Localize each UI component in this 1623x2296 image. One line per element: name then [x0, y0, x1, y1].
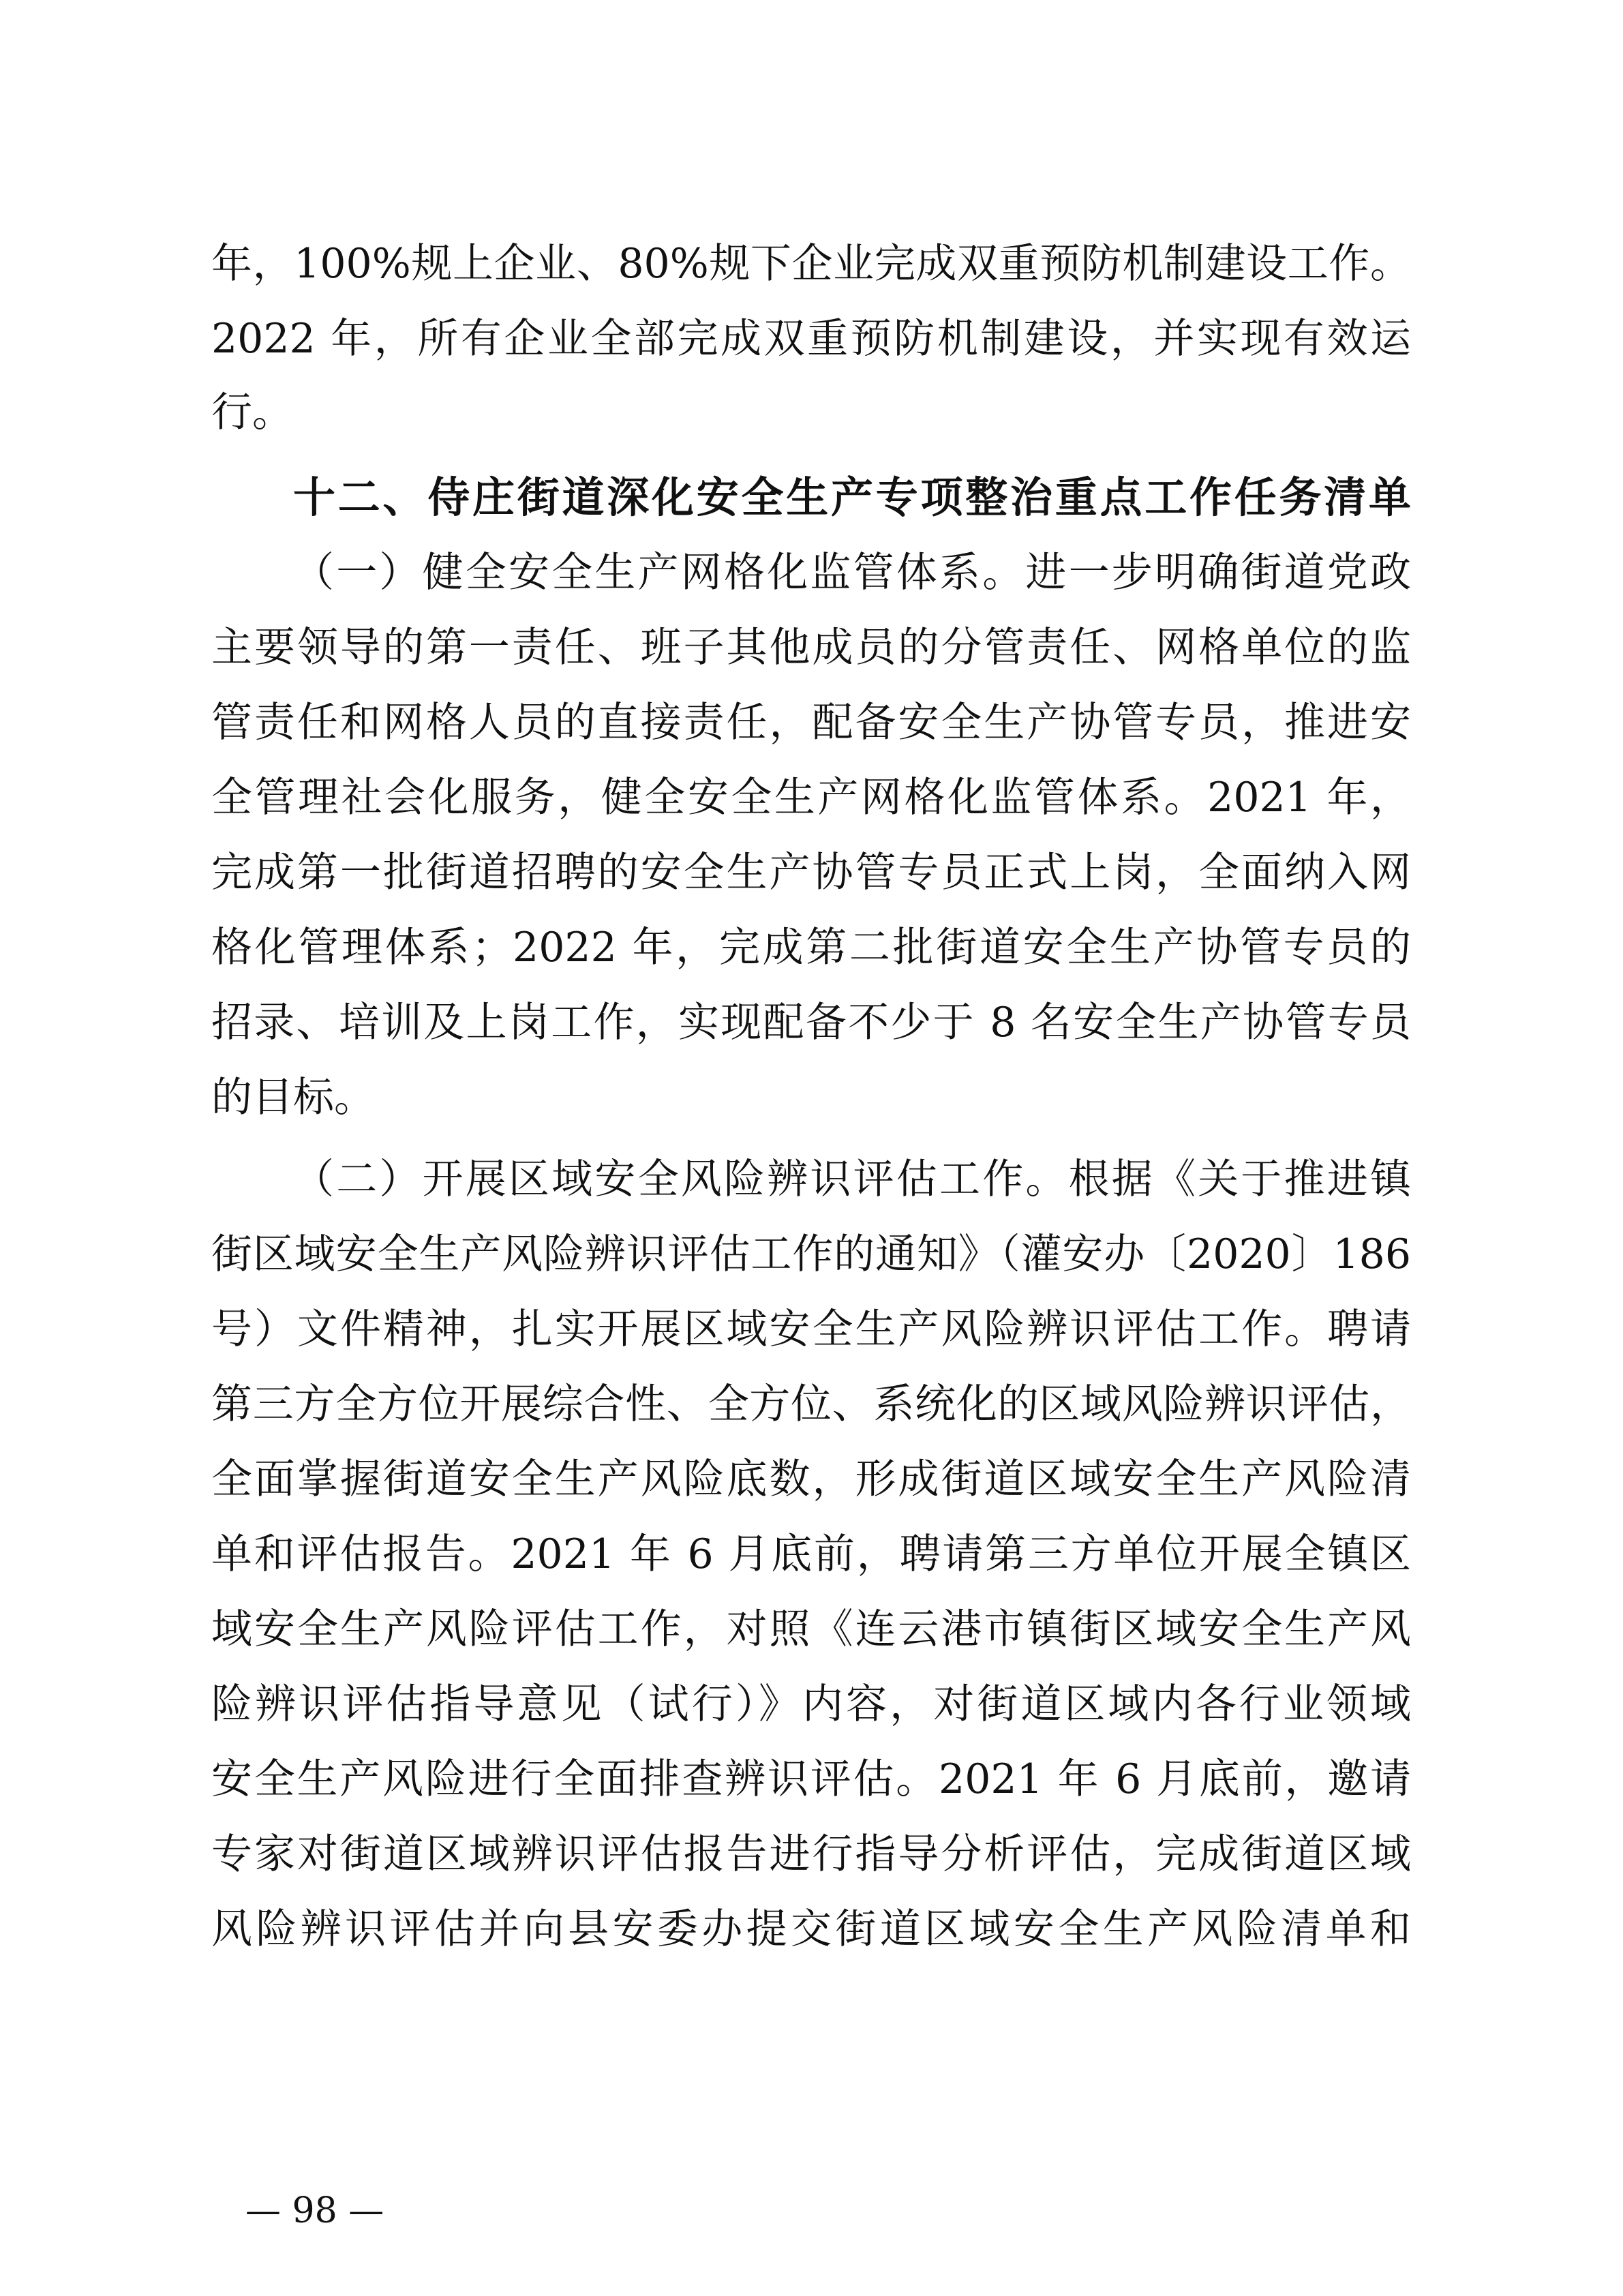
section-heading: 十二、侍庄街道深化安全生产专项整治重点工作任务清单 [293, 472, 1411, 522]
body-line-18: 域安全生产风险评估工作，对照《连云港市镇街区域安全生产风 [211, 1605, 1411, 1653]
body-line-2: 2022 年，所有企业全部完成双重预防机制建设，并实现有效运 [211, 315, 1411, 363]
body-line-12: （二）开展区域安全风险辨识评估工作。根据《关于推进镇 [293, 1155, 1411, 1203]
body-line-13: 街区域安全生产风险辨识评估工作的通知》（灌安办〔2020〕186 [211, 1230, 1411, 1278]
body-line-16: 全面掌握街道安全生产风险底数，形成街道区域安全生产风险清 [211, 1455, 1411, 1503]
body-line-10: 招录、培训及上岗工作，实现配备不少于 8 名安全生产协管专员 [211, 999, 1411, 1046]
body-line-11: 的目标。 [211, 1074, 375, 1121]
body-line-5: 主要领导的第一责任、班子其他成员的分管责任、网格单位的监 [211, 624, 1411, 671]
body-line-7: 全管理社会化服务，健全安全生产网格化监管体系。2021 年， [211, 774, 1411, 821]
body-line-6: 管责任和网格人员的直接责任，配备安全生产协管专员，推进安 [211, 699, 1411, 746]
body-line-9: 格化管理体系；2022 年，完成第二批街道安全生产协管专员的 [211, 924, 1411, 971]
body-line-19: 险辨识评估指导意见（试行）》内容，对街道区域内各行业领域 [211, 1680, 1411, 1728]
body-line-15: 第三方全方位开展综合性、全方位、系统化的区域风险辨识评估， [211, 1380, 1411, 1428]
body-line-14: 号）文件精神，扎实开展区域安全生产风险辨识评估工作。聘请 [211, 1305, 1411, 1353]
body-line-1: 年，100%规上企业、80%规下企业完成双重预防机制建设工作。 [211, 240, 1411, 288]
body-line-21: 专家对街道区域辨识评估报告进行指导分析评估，完成街道区域 [211, 1830, 1411, 1878]
body-line-8: 完成第一批街道招聘的安全生产协管专员正式上岗，全面纳入网 [211, 849, 1411, 896]
body-line-17: 单和评估报告。2021 年 6 月底前，聘请第三方单位开展全镇区 [211, 1530, 1411, 1578]
body-line-3: 行。 [211, 389, 293, 436]
body-line-22: 风险辨识评估并向县安委办提交街道区域安全生产风险清单和 [211, 1905, 1411, 1953]
body-line-4: （一）健全安全生产网格化监管体系。进一步明确街道党政 [293, 549, 1411, 596]
page-number: — 98 — [245, 2190, 384, 2231]
body-line-20: 安全生产风险进行全面排查辨识评估。2021 年 6 月底前，邀请 [211, 1755, 1411, 1803]
